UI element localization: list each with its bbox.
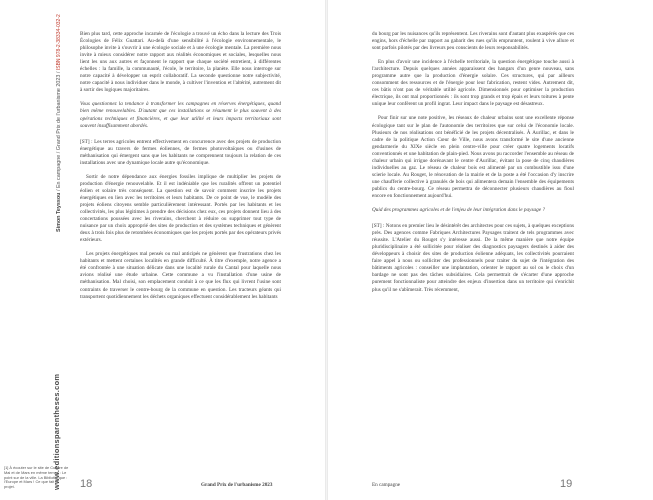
right-paragraph: [ST] : Notons en premier lieu le désintérêt des architectes pour ces sujets, à quelques exceptions près. Des agences comme Fabriques Architectures Paysages traitent de tels programmes avec réussite. L'Atelier du Rouget s'y intéresse aussi. De la même manière que notre équipe pluridisciplinaire a été sollicitée pour réaliser des diagnostics paysagers destinés à aider des développeurs à choisir des sites de production éolienne adéquats, les collectivités pourraient faire appel à nous ou solliciter des professionnels pour traiter du sujet de l'intégration des bâtiments agricoles : conseiller une implantation, orienter le rapport au sol ou le choix d'un bardage ne sont pas des tâches subsidiaires. Cela permettrait de s'écarter d'une approche purement fonctionnaliste pour atteindre des enjeux d'insertion dans un territoire qui s'enrichit plus qu'il ne s'abîmerait. Très récemment, — [372, 223, 574, 293]
right-paragraph: du bourg par les nuisances qu'ils représentent. Les riverains sont d'autant plus exaspérés que ces engins, hors d'échelle par rapport au gabarit des rues qu'ils empruntent, roulent à vive allure et sont parfois pilotés par des livreurs peu conscients de leurs responsabilités. — [372, 31, 574, 52]
page-gutter — [325, 0, 328, 500]
left-paragraph: Bien plus tard, cette approche incarnée de l'écologie a trouvé un écho dans la lecture des Trois Écologies de Félix Guattari. Au-delà d'une sensibilité à l'écologie environnementale, le philosophe invite à s'ouvrir à une écologie sociale et à une écologie mentale. La première nous invite à mieux considérer notre rapport aux réalités économiques et sociales, lesquelles nous lient les uns aux autres et façonnent le rapport que chaque société entretient, à différentes échelles : la famille, la communauté, l'école, le territoire, la planète. Elle nous interroge sur notre capacité à développer un esprit collaboratif. La seconde questionne notre subjectivité, notre capacité à nous individuer dans le monde, à cultiver l'invention et l'altérité, autrement dit à sortir des logiques majoritaires. — [80, 31, 281, 94]
right-running-title: En campagne — [372, 482, 401, 488]
right-interview-question: Quid des programmes agricoles et de l'enjeu de leur intégration dans le paysage ? — [372, 207, 545, 214]
left-interview-question: Vous questionnez la tendance à transformer les campagnes en réserves énergétiques, quand bien même renouvelables. D'autant que ces installations se résument le plus souvent à des opérations techniques et financières, et que leur utilité et leurs impacts territoriaux sont souvent insuffisamment abordés. — [80, 101, 281, 129]
spine-isbn: ISBN 978-2-38334-032-2 — [56, 14, 62, 71]
right-paragraph: En plus d'avoir une incidence à l'échelle territoriale, la question énergétique touche aussi à l'architecture. Depuis quelques années apparaissent des hangars d'un genre nouveau, sans programme autre que la production d'énergie solaire. Ces structures, qui par ailleurs consomment des ressources et de l'énergie pour leur fabrication, restent vides. Autrement dit, ces bâtis n'ont pas de véritable utilité agricole. Dimensionnés pour optimiser la production électrique, ils ont mal proportionnés : ils sont trop grands et trop épais et leurs toitures à pente unique leur confèrent un profil ingrat. Leur impact dans le paysage est désastreux. — [372, 59, 574, 108]
right-paragraph: Pour finir sur une note positive, les réseaux de chaleur urbains sont une excellente réponse écologique tant sur le plan de l'autonomie des territoires que sur celui de l'économie locale. Plusieurs de nos réalisations ont bénéficié de les projets décentralisés. À Aurillac, et dans le cadre de la politique Action Cœur de Ville, nous avons transformé le site d'une ancienne gendarmerie du XIXe siècle en plein centre-ville pour créer quatre logements locatifs conventionnés et une habitation de plain-pied. Nous avons pu raccorder l'ensemble au réseau de chaleur urbain qui irrigue dorénavant le centre d'Aurillac, évitant la pose de cinq chaudières individuelles au gaz. Le réseau de chaleur bois est alimenté par un combustible issu d'une scierie locale. Au Rouget, le rénovation de la mairie et de la poste a été l'occasion d'y inscrire une chaufferie collective à granulés de bois qui alimentera demain l'ensemble des équipements publics du centre-bourg. Ce réseau permettra de déconnecter plusieurs chaudières au fioul encore en fonctionnement aujourd'hui. — [372, 115, 574, 199]
side-note: [1] À écouter sur le site de Culture de Mai et de Mars en même temps : Le point sur de la ville. La Bibliothèque : l'Europe et Mars ! Ce que fait le projet. — [4, 465, 69, 490]
spine-separator: / — [56, 150, 62, 154]
left-paragraph: Sortir de notre dépendance aux énergies fossiles implique de multiplier les projets de production d'énergie renouvelable. Et il est indéniable que les ruralités offrent un potentiel éolien et solaire très conséquent. La question est de savoir comment inscrire les projets énergétiques en lien avec les territoires et leurs habitants. De ce point de vue, le modèle des projets éoliens citoyens semble particulièrement intéressant. Portés par les habitants et les collectivités, les plus légitimes à prendre des décisions chez eux, ces projets donnent lieu à des concertations poussées avec les riverains, cherchent à réduire ou supprimer tout type de nuisance par un choix approprié des sites de production et des systèmes techniques et génèrent deux à trois fois plus de retombées économiques que les projets portés par des opérateurs privés extérieurs. — [80, 173, 281, 244]
left-page-number: 18 — [80, 478, 93, 490]
spine-website: www.editionsparentheses.com — [52, 373, 61, 490]
spine-separator: / — [56, 188, 62, 192]
left-paragraph: Les projets énergétiques mal pensés ou mal anticipés ne génèrent que frustrations chez les habitants et mettent certaines localités en grande difficulté. À titre d'exemple, notre agence a été confrontée à une situation délicate dans une localité rurale du Cantal pour laquelle nous avions réalisé une étude urbaine. Cette commune a vu l'installation d'une usine de méthanisation. Mal choisi, son emplacement conduit à ce que les flux qui livrent l'usine sont contraints de traverser le centre-bourg de la commune en question. Les tracteurs géants qui transportent quotidiennement les déchets organiques effectuent considérablement les habitants — [80, 251, 281, 300]
spine-title: En campagne — [56, 154, 62, 189]
left-running-title: Grand Prix de l'urbanisme 2023 — [201, 482, 273, 488]
spine-metadata — [56, 14, 62, 232]
spine-series: Grand Prix de l'urbanisme 2023 — [56, 74, 62, 151]
spine-separator: / — [56, 70, 62, 74]
left-page-body — [80, 31, 281, 308]
right-page-number: 19 — [560, 478, 573, 490]
left-paragraph: [ST] : Les terres agricoles entrent effectivement en concurrence avec des projets de production énergétique au travers de fermes éoliennes, de fermes photovoltaïques ou d'usines de méthanisation qui émergent sans que les habitants ne comprennent toujours la relation de ces installations avec une dynamique locale autre qu'économique. — [80, 138, 281, 166]
right-page-body — [372, 31, 574, 301]
spine-author: Simon Teyssou — [56, 192, 62, 232]
